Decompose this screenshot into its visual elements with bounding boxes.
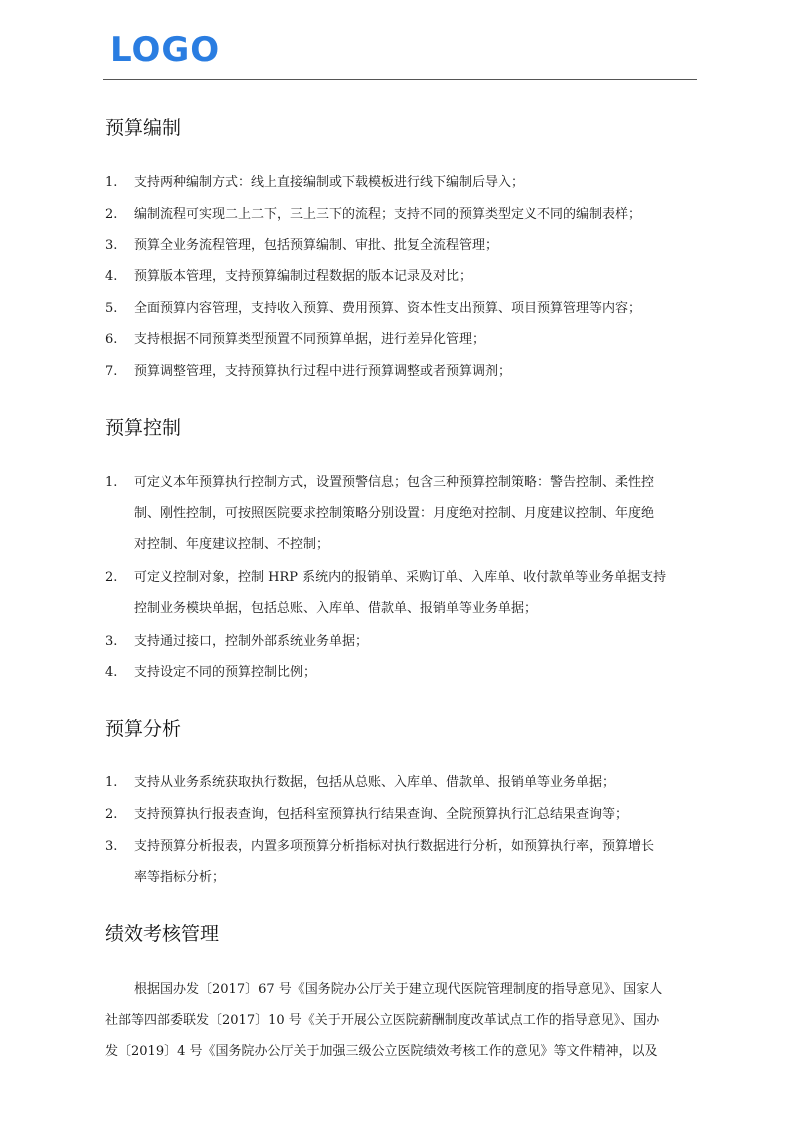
list-item-text: 支持根据不同预算类型预置不同预算单据，进行差异化管理； [134, 332, 486, 347]
section-title-budget-analysis: 预算分析 [105, 718, 182, 740]
list-item-number: 3. [105, 238, 118, 253]
list-item-text: 支持两种编制方式：线上直接编制或下载模板进行线下编制后导入； [134, 175, 525, 190]
list-item-number: 1. [105, 475, 118, 490]
list-item-number: 2. [105, 207, 118, 222]
list-item-number: 1. [105, 775, 118, 790]
list-item-text: 支持通过接口，控制外部系统业务单据； [134, 634, 369, 649]
list-item-number: 4. [105, 665, 118, 680]
list-item-text: 支持从业务系统获取执行数据，包括从总账、入库单、借款单、报销单等业务单据； [134, 775, 616, 790]
logo: LOGO [110, 30, 221, 70]
performance-paragraph: 根据国办发〔2017〕67 号《国务院办公厅关于建立现代医院管理制度的指导意见》、国家人 社部等四部委联发〔2017〕10 号《关于开展公立医院薪酬制度改革试点工作的指导意见》、国办 发〔2019〕4 号《国务院办公厅关于加强三级公立医院绩效考核工作的意见》等文件精神，以及 [105, 982, 663, 1059]
list-item-number: 2. [105, 570, 118, 585]
list-item-text: 预算调整管理，支持预算执行过程中进行预算调整或者预算调剂； [134, 364, 512, 379]
page-header [0, 0, 800, 82]
list-item-text: 支持预算执行报表查询，包括科室预算执行结果查询、全院预算执行汇总结果查询等； [134, 807, 629, 822]
list-item-number: 7. [105, 364, 118, 379]
section-title-budget-control: 预算控制 [105, 417, 182, 439]
list-item-number: 2. [105, 807, 118, 822]
list-item-text: 预算版本管理，支持预算编制过程数据的版本记录及对比； [134, 269, 473, 284]
section-title-budget-preparation: 预算编制 [105, 117, 182, 139]
list-item-text: 支持预算分析报表，内置多项预算分析指标对执行数据进行分析，如预算执行率，预算增长 率等指标分析； [134, 839, 655, 885]
list-item-number: 3. [105, 839, 118, 854]
list-item-number: 3. [105, 634, 118, 649]
list-item-number: 4. [105, 269, 118, 284]
list-item-text: 编制流程可实现二上二下，三上三下的流程；支持不同的预算类型定义不同的编制表样； [134, 207, 642, 222]
list-item-text: 预算全业务流程管理，包括预算编制、审批、批复全流程管理； [134, 238, 499, 253]
section-title-performance-management: 绩效考核管理 [105, 923, 220, 945]
list-item-text: 可定义本年预算执行控制方式，设置预警信息；包含三种预算控制策略：警告控制、柔性控 制、刚性控制，可按照医院要求控制策略分别设置：月度绝对控制、月度建议控制、年度绝 对控制、年度建议控制、不控制； [134, 475, 655, 552]
list-item-text: 可定义控制对象，控制 HRP 系统内的报销单、采购订单、入库单、收付款单等业务单据支持 控制业务模块单据，包括总账、入库单、借款单、报销单等业务单据； [134, 570, 667, 616]
header-divider [103, 79, 697, 80]
list-item-number: 5. [105, 301, 118, 316]
list-item-number: 6. [105, 332, 118, 347]
list-item-text: 全面预算内容管理，支持收入预算、费用预算、资本性支出预算、项目预算管理等内容； [134, 301, 642, 316]
list-item-text: 支持设定不同的预算控制比例； [134, 665, 317, 680]
list-item-number: 1. [105, 175, 118, 190]
